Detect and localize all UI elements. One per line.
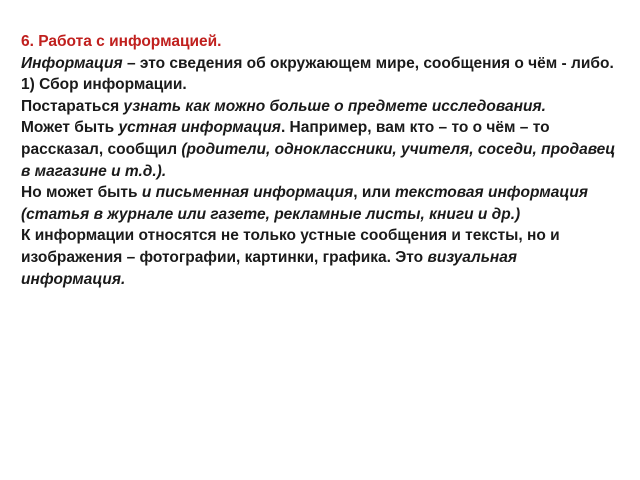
written-text-2: , или — [353, 184, 396, 202]
section-heading: 6. Работа с информацией. — [21, 33, 222, 50]
definition-paragraph — [21, 53, 621, 75]
oral-text-1: Может быть — [21, 119, 119, 137]
visual-info-paragraph — [21, 225, 621, 290]
written-info-paragraph — [21, 182, 621, 225]
step-intro-plain: Постараться — [21, 97, 124, 115]
oral-examples: (родители, одноклассники, учителя, соседи, продавец в магазине и т.д.). — [21, 140, 616, 180]
written-examples: текстовая информация (статья в журнале или газете, рекламные листы, книги и др.) — [21, 184, 588, 223]
slide-text-body — [21, 31, 621, 290]
oral-info-paragraph — [21, 117, 621, 182]
written-term: и письменная информация — [141, 184, 354, 202]
definition-text: – это сведения об окружающем мире, сообщения о чём - либо. — [122, 54, 614, 72]
oral-text-2: . Например, вам кто – то о чём – то рассказал, сообщил — [21, 119, 550, 158]
visual-term: визуальная информация. — [21, 248, 518, 288]
step-title: 1) Сбор информации. — [21, 76, 187, 94]
visual-text: К информации относятся не только устные сообщения и тексты, но и изображения – фотографии, картинки, графика. Это — [21, 227, 560, 266]
step-intro-paragraph — [21, 96, 621, 118]
definition-term: Информация — [21, 54, 123, 72]
written-text-1: Но может быть — [21, 184, 142, 202]
oral-term: устная информация — [118, 119, 281, 137]
step-intro-italic: узнать как можно больше о предмете исследования. — [123, 97, 546, 115]
